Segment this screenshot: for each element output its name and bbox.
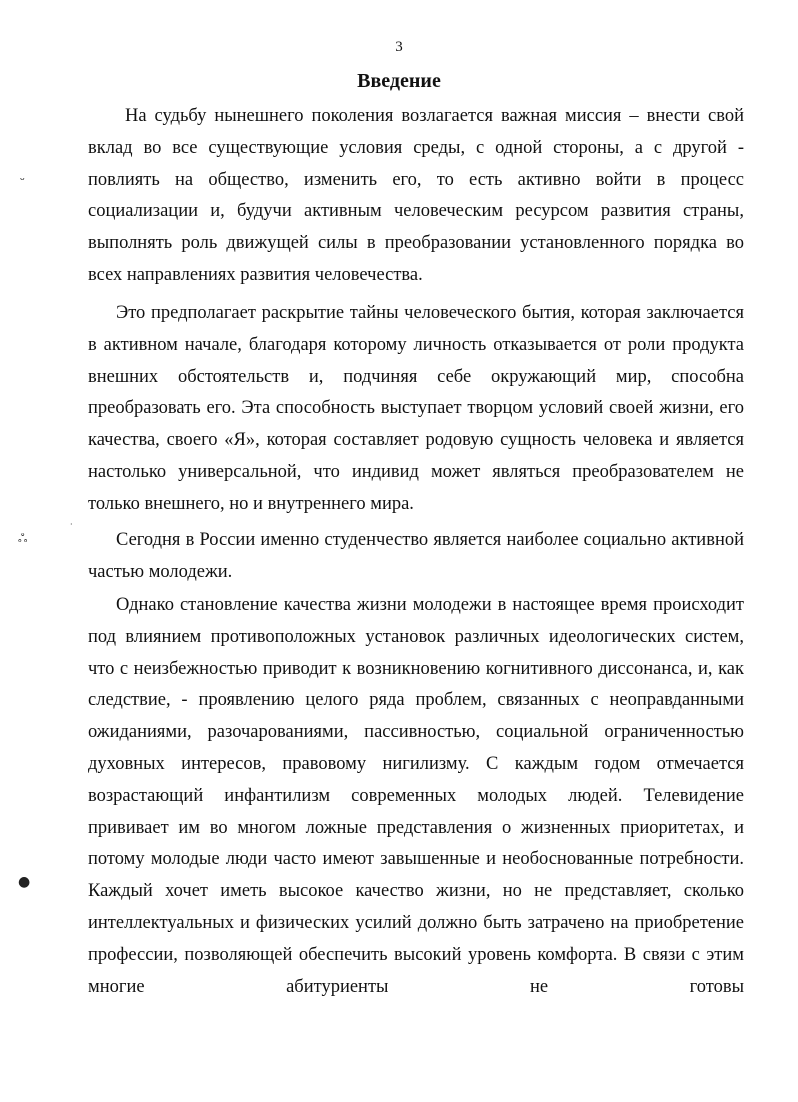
scan-speck-icon: ஃ — [18, 531, 28, 545]
paragraph-4: Однако становление качества жизни молодежи в настоящее время происходит под влиянием противоположных установок различных идеологических систем, что с неизбежностью приводит к возникновению когнитивного диссонанса, и, как следствие, - проявлению целого ряда проблем, связанных с неоправданными ожиданиями, разочарованиями, пассивностью, социальной ограниченностью духовных интересов, правовому нигилизму. С каждым годом отмечается возрастающий инфантилизм современных молодых людей. Телевидение прививает им во многом ложные представления о жизненных приоритетах, и потому молодые люди часто имеют завышенные и необоснованные потребности. Каждый хочет иметь высокое качество жизни, но не представляет, сколько интеллектуальных и физических усилий должно быть затрачено на приобретение профессии, позволяющей обеспечить высокий уровень комфорта. В связи с этим многие абитуриенты не готовы — [88, 595, 744, 997]
paragraph-3: Сегодня в России именно студенчество является наиболее социально активной частью молодежи. — [88, 530, 744, 582]
page-title: Введение — [357, 70, 441, 92]
scan-dot-icon: · — [70, 520, 73, 529]
paragraph-1: На судьбу нынешнего поколения возлагается важная миссия – внести свой вклад во все существующие условия среды, с одной стороны, а с другой - повлиять на общество, изменить его, то есть активно войти в процесс социализации и, будучи активным человеческим ресурсом развития страны, выполнять роль движущей силы в преобразовании установленного порядка во всех направлениях развития человечества. — [88, 106, 744, 285]
page-number: 3 — [395, 39, 403, 55]
paragraph-2: Это предполагает раскрытие тайны человеческого бытия, которая заключается в активном начале, благодаря которому личность отказывается от роли продукта внешних обстоятельств и, подчиняя себе окружающий мир, способна преобразовать его. Эта способность выступает творцом условий своей жизни, его качества, своего «Я», которая составляет родовую сущность человека и является настолько универсальной, что индивид может являться преобразователем не только внешнего, но и внутреннего мира. — [88, 303, 744, 514]
scan-blot-icon: ● — [18, 874, 31, 890]
scan-speck-icon: ᵕ — [20, 173, 25, 187]
